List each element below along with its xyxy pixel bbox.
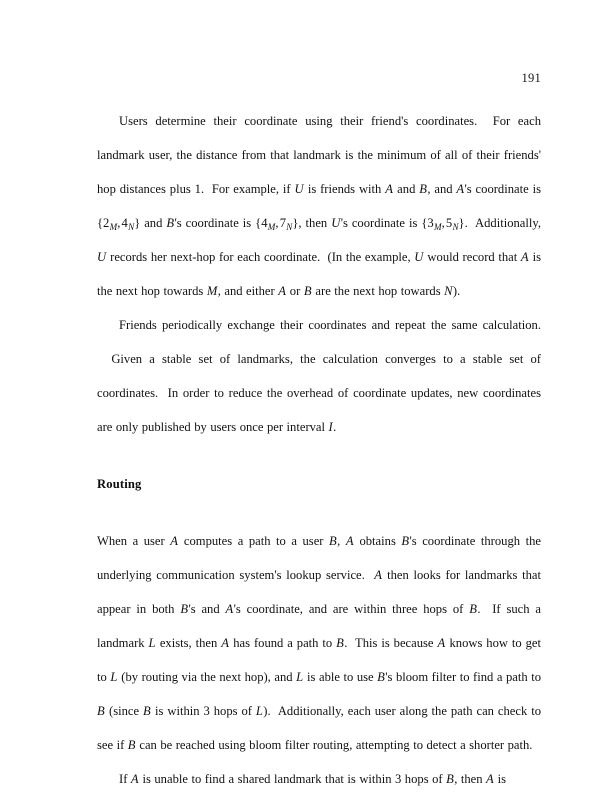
math-var-U: U [331,216,341,230]
math-set-U-coordinate: $\{3_M,5_N\}$ [421,216,465,232]
p1-sentence-5-b: would record that [423,250,521,264]
math-var-L: L [110,670,118,684]
p1-sentence-3-i: 's coordinate is [340,216,422,230]
p3-sentence-1-a: When a user [97,534,171,548]
math-var-A: A [278,284,286,298]
p3-sentence-4-d: is able to use [303,670,378,684]
p3-sentence-1-c: , [337,534,346,548]
p1-sentence-3-e: 's coordinate is [464,182,541,196]
p4-sentence-1-a: If [119,772,131,786]
math-var-B: B [329,534,337,548]
math-var-A: A [225,602,234,616]
p3-sentence-1-e: 's coordinate through the underlying communication system's lookup service. [97,534,541,582]
math-var-L: L [296,670,304,684]
p3-sentence-4-h: ). [263,704,271,718]
p2-sentence-1: Friends periodically exchange their coordinates and repeat the same calculation. [119,318,541,332]
math-var-A: A [437,636,446,650]
math-var-B: B [143,704,151,718]
p2-sentence-3-a: In order to reduce the overhead of coordinate updates, new coordinates are only published by users once per interval [97,386,541,434]
math-var-U: U [97,250,107,264]
p1-sentence-1: Users determine their coordinate using their friend's coordinates. [119,114,478,128]
p3-sentence-1-d: obtains [353,534,402,548]
p3-sentence-4-c: (by routing via the next hop), and [117,670,297,684]
p1-sentence-3-c: and [393,182,420,196]
p1-sentence-3-h: , then [298,216,332,230]
math-var-B: B [419,182,427,196]
p1-sentence-4-b: records her next-hop for each coordinate. [106,250,321,264]
p1-sentence-3-j: . [464,216,468,230]
p1-sentence-5-c: is the next hop towards [97,250,541,298]
p1-sentence-5-f: are the next hop towards [311,284,445,298]
math-set-A-coordinate: $\{2_M,4_N\}$ [97,216,141,232]
math-var-U: U [294,182,304,196]
p4-sentence-1-c: , then [454,772,487,786]
p3-sentence-4-a: This is because [355,636,438,650]
p1-sentence-3-d: , and [427,182,457,196]
p2-sentence-3-b: . [333,420,337,434]
math-var-A: A [385,182,393,196]
paragraph-routing-description [97,524,541,762]
math-var-A: A [345,534,354,548]
p1-sentence-5-e: or [286,284,304,298]
paragraph-no-shared-landmark [97,762,541,792]
math-var-B: B [166,216,175,230]
p3-sentence-4-b: knows how to get to [97,636,542,684]
p1-sentence-3-a: For example, if [211,182,295,196]
paragraph-coordinate-determination [97,104,541,308]
math-var-A: A [221,636,229,650]
p3-sentence-4-f: (since [105,704,144,718]
p1-sentence-3-g: 's coordinate is [174,216,256,230]
page-number: 191 [521,71,541,85]
heading-spacer-above [97,444,541,467]
p3-sentence-4-g: is within 3 hops of [151,704,256,718]
p1-sentence-3-b: is friends with [303,182,386,196]
math-var-U: U [414,250,424,264]
math-var-L: L [255,704,263,718]
p1-sentence-5-d: , and either [217,284,279,298]
p3-sentence-4-e: 's bloom filter to find a path to [385,670,541,684]
p3-sentence-2-b: 's and [188,602,226,616]
p4-sentence-1-d: is [494,772,507,786]
p3-sentence-3-a: If such a landmark [97,602,541,650]
math-var-B: B [127,738,136,752]
math-var-I: I [328,420,333,434]
math-var-M: M [206,284,218,298]
math-var-B: B [401,534,410,548]
math-var-B: B [97,704,105,718]
math-var-N: N [444,284,453,298]
p3-sentence-5-a: Additionally, each user along the path can check to see if [97,704,541,752]
math-var-B: B [377,670,385,684]
math-var-B: B [180,602,189,616]
p3-sentence-3-d: . [344,636,348,650]
p3-sentence-5-b: can be reached using bloom filter routing, attempting to detect a shorter path. [135,738,533,752]
p1-sentence-5-a: (In the example, [327,250,415,264]
section-heading-routing: Routing [97,477,142,491]
p3-sentence-1-b: computes a path to a user [178,534,330,548]
math-var-B: B [469,602,477,616]
math-set-B-coordinate: $\{4_M,7_N\}$ [255,216,299,232]
math-var-A: A [520,250,529,264]
math-var-B: B [446,772,454,786]
math-var-A: A [170,534,178,548]
p3-sentence-2-a: then looks for landmarks that appear in both [97,568,542,616]
math-var-L: L [148,636,156,650]
p3-sentence-2-d: . [477,602,481,616]
p3-sentence-3-b: exists, then [155,636,222,650]
heading-spacer-below [97,501,541,524]
p1-sentence-4-a: Additionally, [475,216,542,230]
p2-sentence-2: Given a stable set of landmarks, the calculation converges to a stable set of coordinates. [97,352,541,400]
math-var-B: B [303,284,312,298]
p3-sentence-2-c: 's coordinate, and are within three hops of [233,602,470,616]
p1-sentence-3-f: and [140,216,167,230]
math-var-A: A [456,182,465,196]
math-var-A: A [374,568,382,582]
p4-sentence-1-b: is unable to find a shared landmark that is within 3 hops of [138,772,447,786]
math-var-A: A [130,772,139,786]
math-var-A: A [486,772,494,786]
math-var-B: B [336,636,344,650]
p1-sentence-5-g: ). [452,284,461,298]
text-column [97,104,541,792]
p3-sentence-3-c: has found a path to [229,636,337,650]
p1-sentence-2: For each landmark user, the distance from that landmark is the minimum of all of their friends' hop distances plus 1. [97,114,541,196]
paragraph-coordinate-convergence [97,308,541,444]
